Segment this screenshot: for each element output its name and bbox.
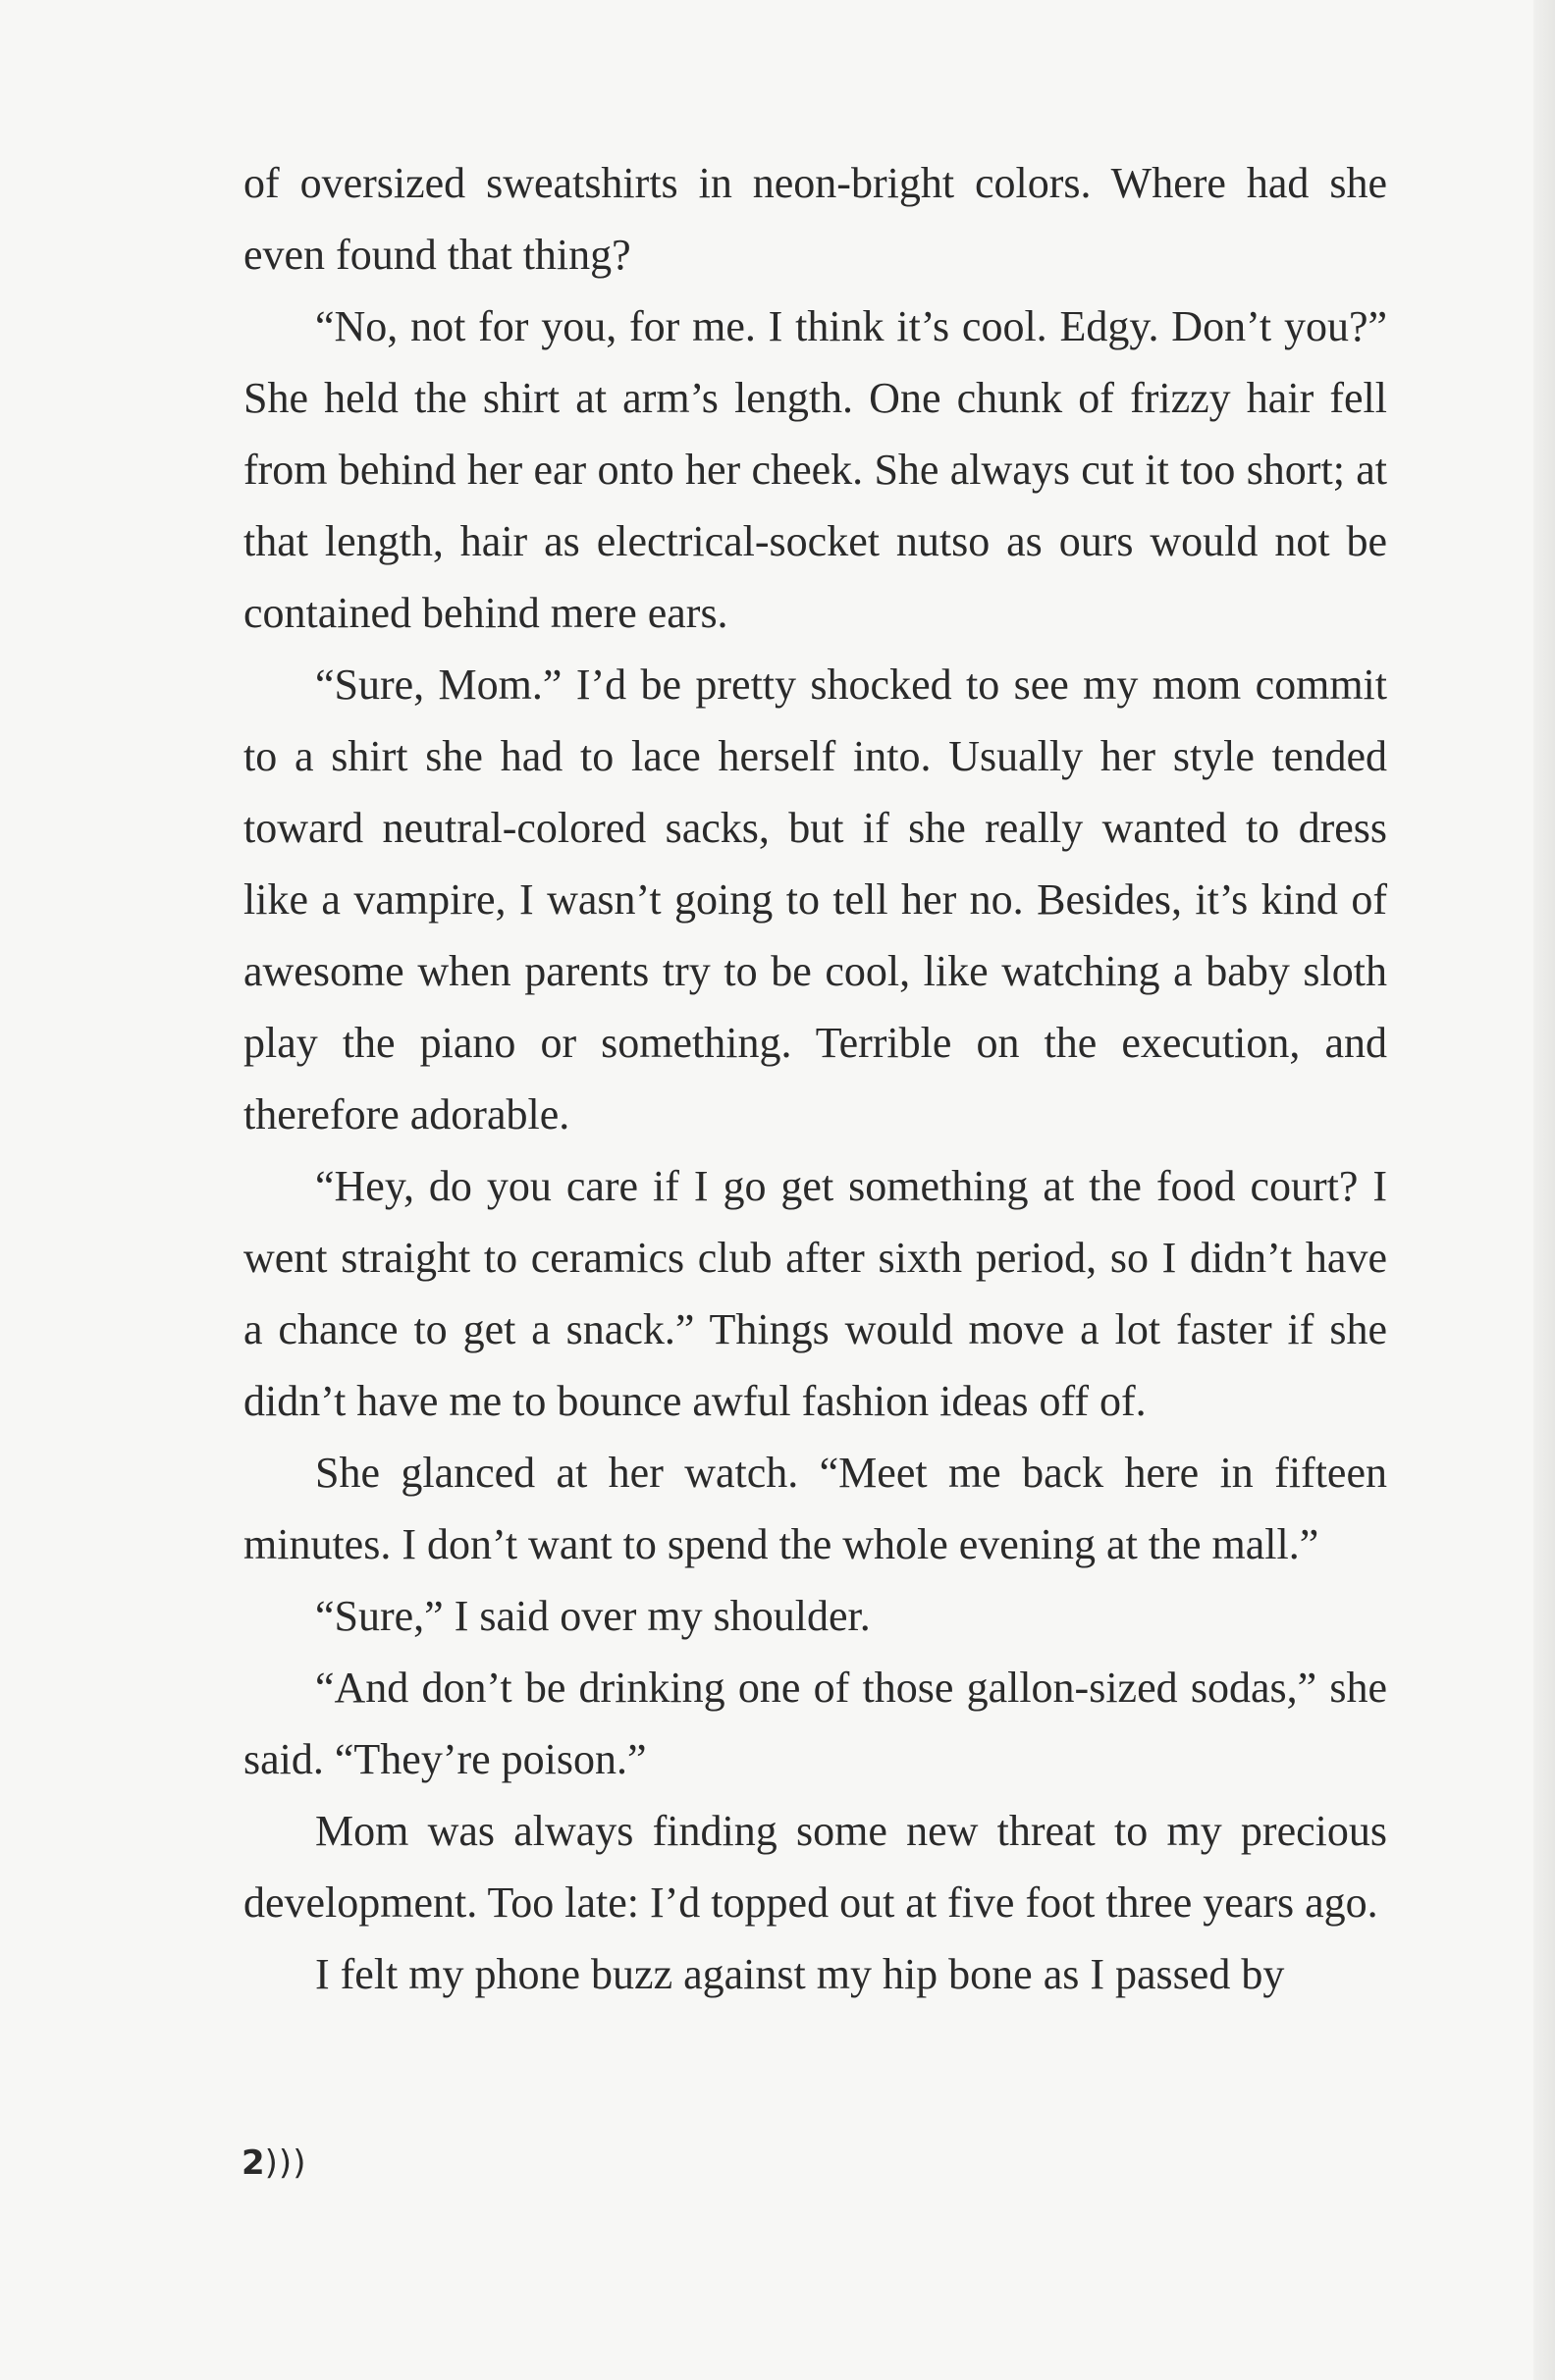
body-text — [243, 147, 1387, 2010]
paragraph: “Sure, Mom.” I’d be pretty shocked to see my mom commit to a shirt she had to lace herself into. Usually her style tended toward neutral-colored sacks, but if she really wanted to dress like a vampire, I wasn’t going to tell her no. Besides, it’s kind of awesome when parents try to be cool, like watching a baby sloth play the piano or something. Terrible on the execution, and therefore adorable. — [243, 661, 1387, 1138]
paragraph: “Sure,” I said over my shoulder. — [315, 1592, 871, 1640]
paragraph: I felt my phone buzz against my hip bone as I passed by — [315, 1950, 1285, 1998]
paragraph: Mom was always finding some new threat to my precious development. Too late: I’d topped out at five foot three years ago. — [243, 1807, 1387, 1927]
page-footer — [241, 2140, 306, 2187]
paragraph: She glanced at her watch. “Meet me back here in fifteen minutes. I don’t want to spend the whole evening at the mall.” — [243, 1449, 1387, 1568]
page-edge — [1533, 0, 1555, 2380]
page-number: 2 — [241, 2143, 265, 2183]
paragraph: “No, not for you, for me. I think it’s cool. Edgy. Don’t you?” She held the shirt at arm’s length. One chunk of frizzy hair fell from behind her ear onto her cheek. She always cut it too short; at that length, hair as electrical-socket nutso as ours would not be contained behind mere ears. — [243, 302, 1387, 637]
paragraph: “And don’t be drinking one of those gallon-sized sodas,” she said. “They’re poison.” — [243, 1664, 1387, 1783]
paragraph: “Hey, do you care if I go get something at the food court? I went straight to ceramics club after sixth period, so I didn’t have a chance to get a snack.” Things would move a lot faster if she didn’t have me to bounce awful fashion ideas off of. — [243, 1162, 1387, 1425]
paragraph-continued: of oversized sweatshirts in neon-bright colors. Where had she even found that thing? — [243, 159, 1387, 279]
folio-mark: ))) — [264, 2143, 307, 2183]
